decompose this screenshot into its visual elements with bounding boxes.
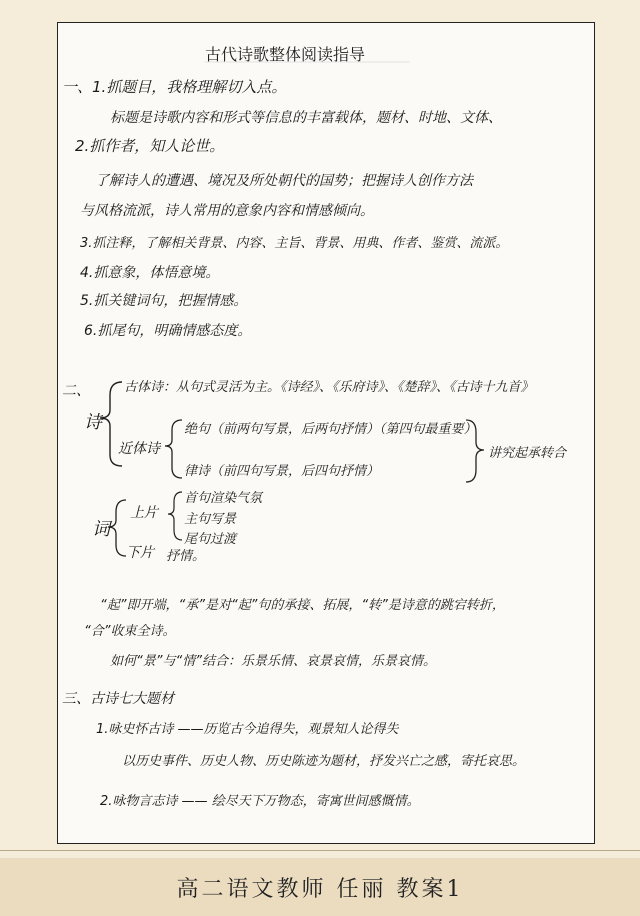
shangpian-item3: 尾句过渡 [184, 532, 237, 547]
section1-heading: 一、1.抓题目，我格理解切入点。 [62, 78, 287, 96]
jintishi-label: 近体诗 [118, 441, 160, 457]
jintishi-brace [165, 420, 182, 478]
shangpian-brace [168, 492, 182, 540]
section1-p2b: 与风格流派，诗人常用的意象内容和情感倾向。 [80, 203, 374, 219]
section1-h6: 6.抓尾句，明确情感态度。 [84, 323, 252, 339]
ci-brace [108, 500, 126, 556]
lvshi-line: 律诗（前四句写景，后四句抒情） [184, 464, 380, 479]
ci-label: 词 [92, 519, 110, 540]
structure-note: 讲究起承转合 [488, 446, 567, 461]
footer-divider [0, 850, 640, 851]
footer-caption: 高二语文教师 任丽 教案1 [0, 858, 640, 916]
section1-p1: 标题是诗歌内容和形式等信息的丰富载体，题材、时地、文体、 [110, 110, 502, 126]
note-line3: 如何“景”与“情”结合：乐景乐情、哀景哀情，乐景哀情。 [110, 654, 436, 669]
gutishi-line: 古体诗：从句式灵活为主。《诗经》、《乐府诗》、《楚辞》、《古诗十九首》 [124, 380, 534, 395]
section3-item2: 2.咏物言志诗 —— 绘尽天下万物态，寄寓世间感慨情。 [100, 794, 420, 809]
shangpian-item1: 首句渲染气氛 [184, 491, 263, 506]
section1-h4: 4.抓意象，体悟意境。 [80, 265, 220, 281]
section2-marker: 二、 [62, 383, 90, 399]
xiapian-label: 下片 [126, 545, 154, 561]
document-title: 古代诗歌整体阅读指导 [205, 45, 366, 64]
section3-item1b: 以历史事件、历史人物、历史陈迹为题材，抒发兴亡之感，寄托哀思。 [122, 754, 526, 769]
section3-heading: 三、古诗七大题材 [62, 691, 174, 707]
note-line2: “合”收束全诗。 [84, 624, 176, 639]
section3-item1: 1.咏史怀古诗 ——历览古今追得失，观景知人论得失 [96, 722, 399, 737]
shi-label: 诗 [84, 412, 102, 433]
jueju-line: 绝句（前两句写景，后两句抒情）（第四句最重要） [184, 422, 477, 437]
section1-p2a: 了解诗人的遭遇、境况及所处朝代的国势；把握诗人创作方法 [95, 173, 473, 189]
note-line1: “起”即开端，“承”是对“起”句的承接、拓展，“转”是诗意的跳宕转折， [100, 598, 505, 613]
xiapian-item: 抒情。 [166, 549, 206, 564]
section1-h5: 5.抓关键词句，把握情感。 [80, 293, 248, 309]
shangpian-label: 上片 [130, 505, 158, 521]
section1-h3: 3.抓注释，了解相关背景、内容、主旨、背景、用典、作者、鉴赏、流派。 [80, 236, 509, 251]
shangpian-item2: 主句写景 [184, 512, 237, 527]
section1-h2: 2.抓作者，知人论世。 [75, 137, 225, 155]
